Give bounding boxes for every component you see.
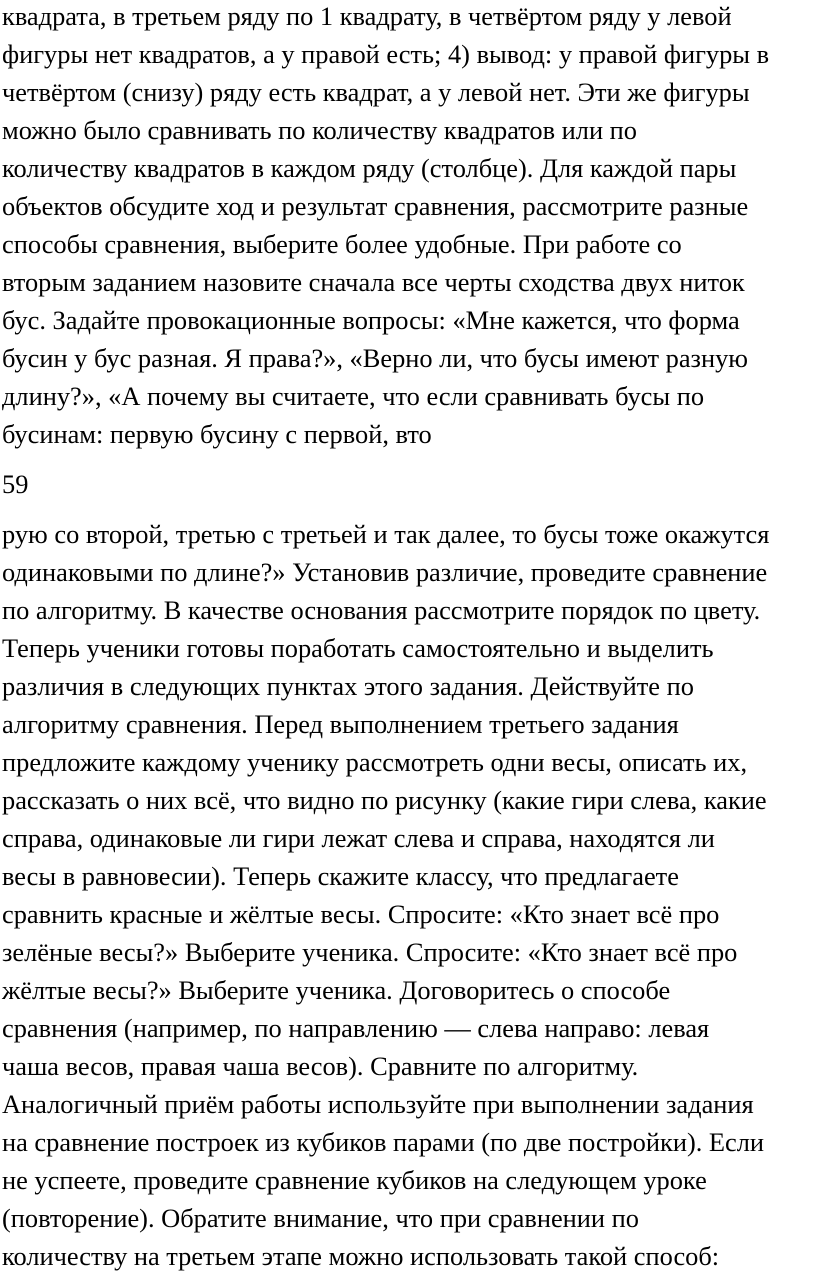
text-line: способы сравнения, выберите более удобные. При работе со	[2, 229, 682, 259]
text-line: четвёртом (снизу) ряду есть квадрат, а у левой нет. Эти же фигуры	[2, 77, 750, 107]
page-number: 59	[2, 469, 29, 499]
text-line: вторым заданием назовите сначала все черты сходства двух ниток	[2, 267, 745, 297]
text-line: справа, одинаковые ли гири лежат слева и справа, находятся ли	[2, 823, 715, 853]
text-line: сравнить красные и жёлтые весы. Спросите: «Кто знает всё про	[2, 899, 720, 929]
text-line: одинаковыми по длине?» Установив различие, проведите сравнение	[2, 557, 768, 587]
text-line: количеству квадратов в каждом ряду (столбце). Для каждой пары	[2, 153, 737, 183]
text-line: жёлтые весы?» Выберите ученика. Договоритесь о способе	[2, 975, 671, 1005]
text-line: Теперь ученики готовы поработать самостоятельно и выделить	[2, 633, 714, 663]
text-line: предложите каждому ученику рассмотреть одни весы, описать их,	[2, 747, 748, 777]
text-line: рассказать о них всё, что видно по рисунку (какие гири слева, какие	[2, 785, 767, 815]
text-line: можно было сравнивать по количеству квадратов или по	[2, 115, 637, 145]
text-line: Аналогичный приём работы используйте при выполнении задания	[2, 1089, 754, 1119]
text-line: алгоритму сравнения. Перед выполнением третьего задания	[2, 709, 679, 739]
text-line: не успеете, проведите сравнение кубиков на следующем уроке	[2, 1165, 707, 1195]
text-line: бусинам: первую бусину с первой, вто	[2, 419, 432, 449]
text-line: по алгоритму. В качестве основания рассмотрите порядок по цвету.	[2, 595, 761, 625]
text-line: на сравнение построек из кубиков парами (по две постройки). Если	[2, 1127, 765, 1157]
text-line: чаша весов, правая чаша весов). Сравните по алгоритму.	[2, 1051, 639, 1081]
text-line: рую со второй, третью с третьей и так далее, то бусы тоже окажутся	[2, 519, 770, 549]
text-line: фигуры нет квадратов, а у правой есть; 4) вывод: у правой фигуры в	[2, 39, 770, 69]
text-line: весы в равновесии). Теперь скажите классу, что предлагаете	[2, 861, 679, 891]
text-line: (повторение). Обратите внимание, что при сравнении по	[2, 1203, 639, 1233]
text-line: зелёные весы?» Выберите ученика. Спросите: «Кто знает всё про	[2, 937, 738, 967]
text-line: количеству на третьем этапе можно использовать такой способ:	[2, 1241, 720, 1271]
text-line: объектов обсудите ход и результат сравнения, рассмотрите разные	[2, 191, 749, 221]
text-line: квадрата, в третьем ряду по 1 квадрату, в четвёртом ряду у левой	[2, 1, 732, 31]
text-line: бусин у бус разная. Я права?», «Верно ли, что бусы имеют разную	[2, 343, 748, 373]
text-line: бус. Задайте провокационные вопросы: «Мне кажется, что форма	[2, 305, 740, 335]
text-line: различия в следующих пунктах этого задания. Действуйте по	[2, 671, 694, 701]
text-line: длину?», «А почему вы считаете, что если сравнивать бусы по	[2, 381, 705, 411]
text-line: сравнения (например, по направлению — слева направо: левая	[2, 1013, 710, 1043]
